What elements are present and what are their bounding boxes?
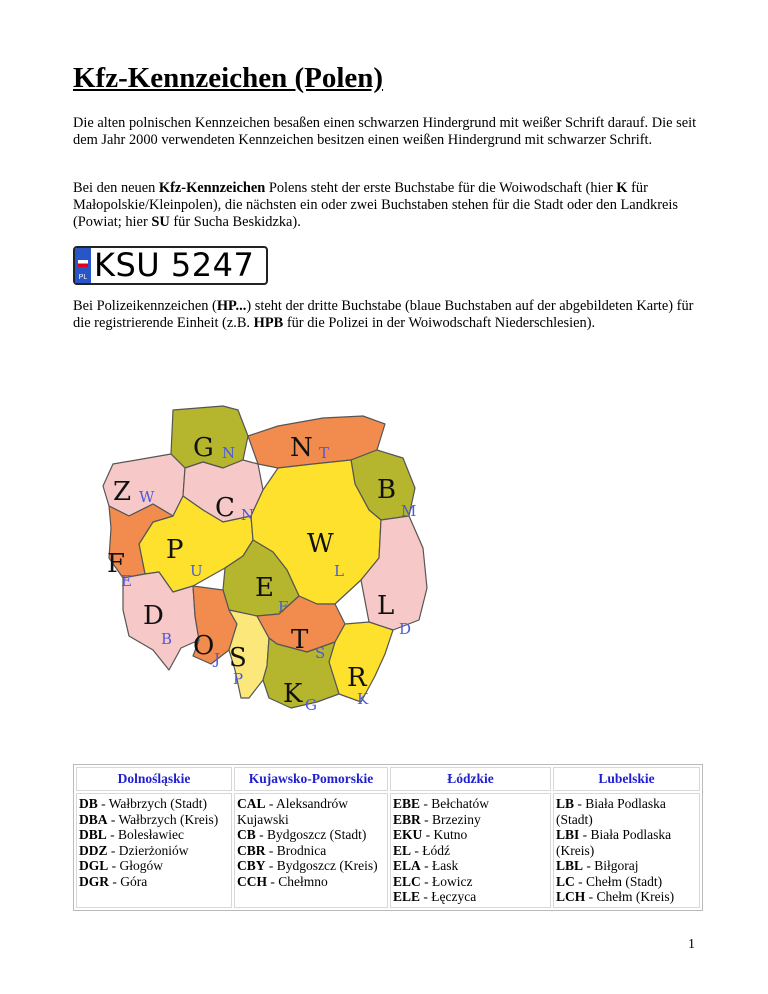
table-entry [393,843,548,859]
bold-term: SU [151,214,170,230]
entry-name: - Biała Podlaska (Stadt) [556,796,666,827]
entry-name: - Biłgoraj [583,858,639,873]
entry-name: - Kutno [422,827,468,842]
explanation-paragraph [73,180,703,231]
entry-name: - Wałbrzych (Kreis) [107,811,219,827]
region-main-letter: E [255,573,274,603]
region-main-letter: B [377,475,397,505]
region-main-letter: Z [113,477,132,507]
license-plate-image [73,246,268,285]
bold-term: K [616,180,628,196]
table-entry [237,796,385,827]
text-run: Bei den neuen [73,180,159,196]
region-police-letter: E [121,572,132,590]
table-entry [556,874,697,890]
entry-code: LBL [556,858,584,873]
region-main-letter: F [107,549,126,579]
bold-term: HPB [253,315,284,331]
region-police-letter: M [401,502,417,520]
table-entry [556,889,697,905]
entry-code: LBI [556,827,580,842]
page-number: 1 [688,937,695,952]
bold-term: Kfz-Kennzeichen [158,180,266,196]
column-kujawsko-pomorskie [234,793,388,908]
entry-code: LC [556,873,575,889]
table-entry [79,796,229,812]
entry-name: - Wałbrzych (Stadt) [97,796,208,811]
region-police-letter: B [161,630,173,648]
entry-code: CBY [237,858,266,873]
column-lodzkie [390,793,551,908]
region-police-letter: G [305,696,317,714]
region-main-letter: G [193,433,214,463]
table-entry [393,796,548,812]
region-main-letter: O [193,631,215,661]
text-run: ) steht der dritte Buchstabe (blaue Buchstaben auf der abgebildeten Karte) für die registrierende Einheit (z.B. [73,298,694,331]
entry-name: - Głogów [108,858,164,873]
header-dolnoslaskie: Dolnośląskie [76,767,232,791]
table-entry [393,889,548,905]
country-code: PL [78,274,88,281]
entry-name: - Aleksandrów Kujawski [237,796,348,827]
entry-code: DB [79,796,98,811]
region-police-letter: U [190,562,203,580]
entry-code: CCH [237,873,267,889]
entry-name: - Góra [109,873,148,889]
entry-name: - Łowicz [420,873,473,889]
region-police-letter: F [278,598,289,616]
table-entry [237,858,385,874]
header-lubelskie: Lubelskie [553,767,700,791]
header-lodzkie: Łódzkie [390,767,551,791]
table-entry [556,796,697,827]
page-title: Kfz-Kennzeichen (Polen) [73,62,384,94]
region-police-letter: J [214,650,221,668]
eu-band [75,248,91,283]
entry-code: DDZ [79,842,108,858]
region-police-letter: N [222,444,236,462]
region-police-letter: K [357,690,369,708]
entry-code: CB [237,827,256,842]
text-run: für Sucha Beskidzka). [169,214,301,230]
poland-flag-icon [78,260,88,267]
entry-code: DBA [79,811,108,827]
bold-term: HP... [216,298,247,314]
entry-name: - Brodnica [265,842,327,858]
region-main-letter: N [290,433,313,463]
entry-name: - Chełm (Kreis) [585,889,675,904]
text-run: für die Polizei in der Woiwodschaft Niederschlesien). [283,315,596,331]
entry-code: CAL [237,796,266,811]
entry-name: - Bełchatów [420,796,489,811]
region-police-letter: S [315,644,326,662]
region-police-letter: T [319,444,330,462]
police-paragraph [73,298,703,332]
region-main-letter: D [143,601,164,631]
entry-code: ELA [393,858,421,873]
header-kujawsko-pomorskie: Kujawsko-Pomorskie [234,767,388,791]
intro-paragraph: Die alten polnischen Kennzeichen besaßen einen schwarzen Hindergrund mit weißer Schrift darauf. Die seit dem Jahr 2000 verwendeten Kennzeichen besitzen einen weißen Hindergrund mit schwarzer Schrift. [73,115,697,148]
entry-name: - Biała Podlaska (Kreis) [556,827,672,858]
region-police-letter: P [233,670,244,688]
plate-number: KSU 5247 [94,246,255,284]
entry-name: - Bydgoszcz (Kreis) [265,858,378,873]
table-entry [79,858,229,874]
entry-name: - Łask [420,858,459,873]
entry-code: LB [556,796,575,811]
region-police-letter: L [334,562,344,580]
region-main-letter: T [291,625,309,655]
entry-code: LCH [556,889,586,904]
entry-name: - Bolesławiec [106,827,184,842]
region-police-letter: N [241,506,255,524]
table-entry [79,812,229,828]
entry-code: DGR [79,873,109,889]
region-main-letter: P [166,535,184,565]
entry-code: DGL [79,858,109,873]
region-main-letter: K [283,679,303,709]
entry-name: - Dzierżoniów [107,842,189,858]
table-entry [393,858,548,874]
column-lubelskie [553,793,700,908]
text-run: für Małopolskie/Kleinpolen), die nächsten ein oder zwei Buchstaben stehen für die Stadt oder den Landkreis (Powiat; hier [73,180,679,230]
entry-name: - Łódź [411,842,450,858]
table-entry [79,843,229,859]
table-entry [79,827,229,843]
text-run: Polens steht der erste Buchstabe für die Woiwodschaft (hier [265,180,617,196]
table-entry [79,874,229,890]
voivodeship-table [73,764,703,911]
region-main-letter: C [215,493,235,523]
poland-voivodeship-map [73,398,433,738]
entry-name: - Bydgoszcz (Stadt) [255,827,367,842]
entry-name: - Łęczyca [420,889,477,904]
text-run: Bei Polizeikennzeichen ( [73,298,217,314]
region-main-letter: R [347,663,367,693]
entry-name: - Chełmno [267,873,328,889]
column-dolnoslaskie [76,793,232,908]
table-entry [237,827,385,843]
region-police-letter: W [139,488,155,506]
entry-code: EKU [393,827,423,842]
entry-code: EBE [393,796,421,811]
table-entry [556,858,697,874]
region-main-letter: W [307,529,334,559]
entry-code: ELE [393,889,421,904]
entry-name: - Brzeziny [420,811,481,827]
table-entry [393,827,548,843]
entry-code: EL [393,842,412,858]
table-entry [393,874,548,890]
entry-name: - Chełm (Stadt) [574,873,663,889]
entry-code: DBL [79,827,107,842]
entry-code: EBR [393,811,421,827]
region-main-letter: S [229,643,247,673]
entry-code: ELC [393,873,421,889]
region-police-letter: D [399,620,412,638]
table-entry [556,827,697,858]
region-main-letter: L [377,591,395,621]
table-entry [393,812,548,828]
table-entry [237,874,385,890]
entry-code: CBR [237,842,266,858]
table-entry [237,843,385,859]
